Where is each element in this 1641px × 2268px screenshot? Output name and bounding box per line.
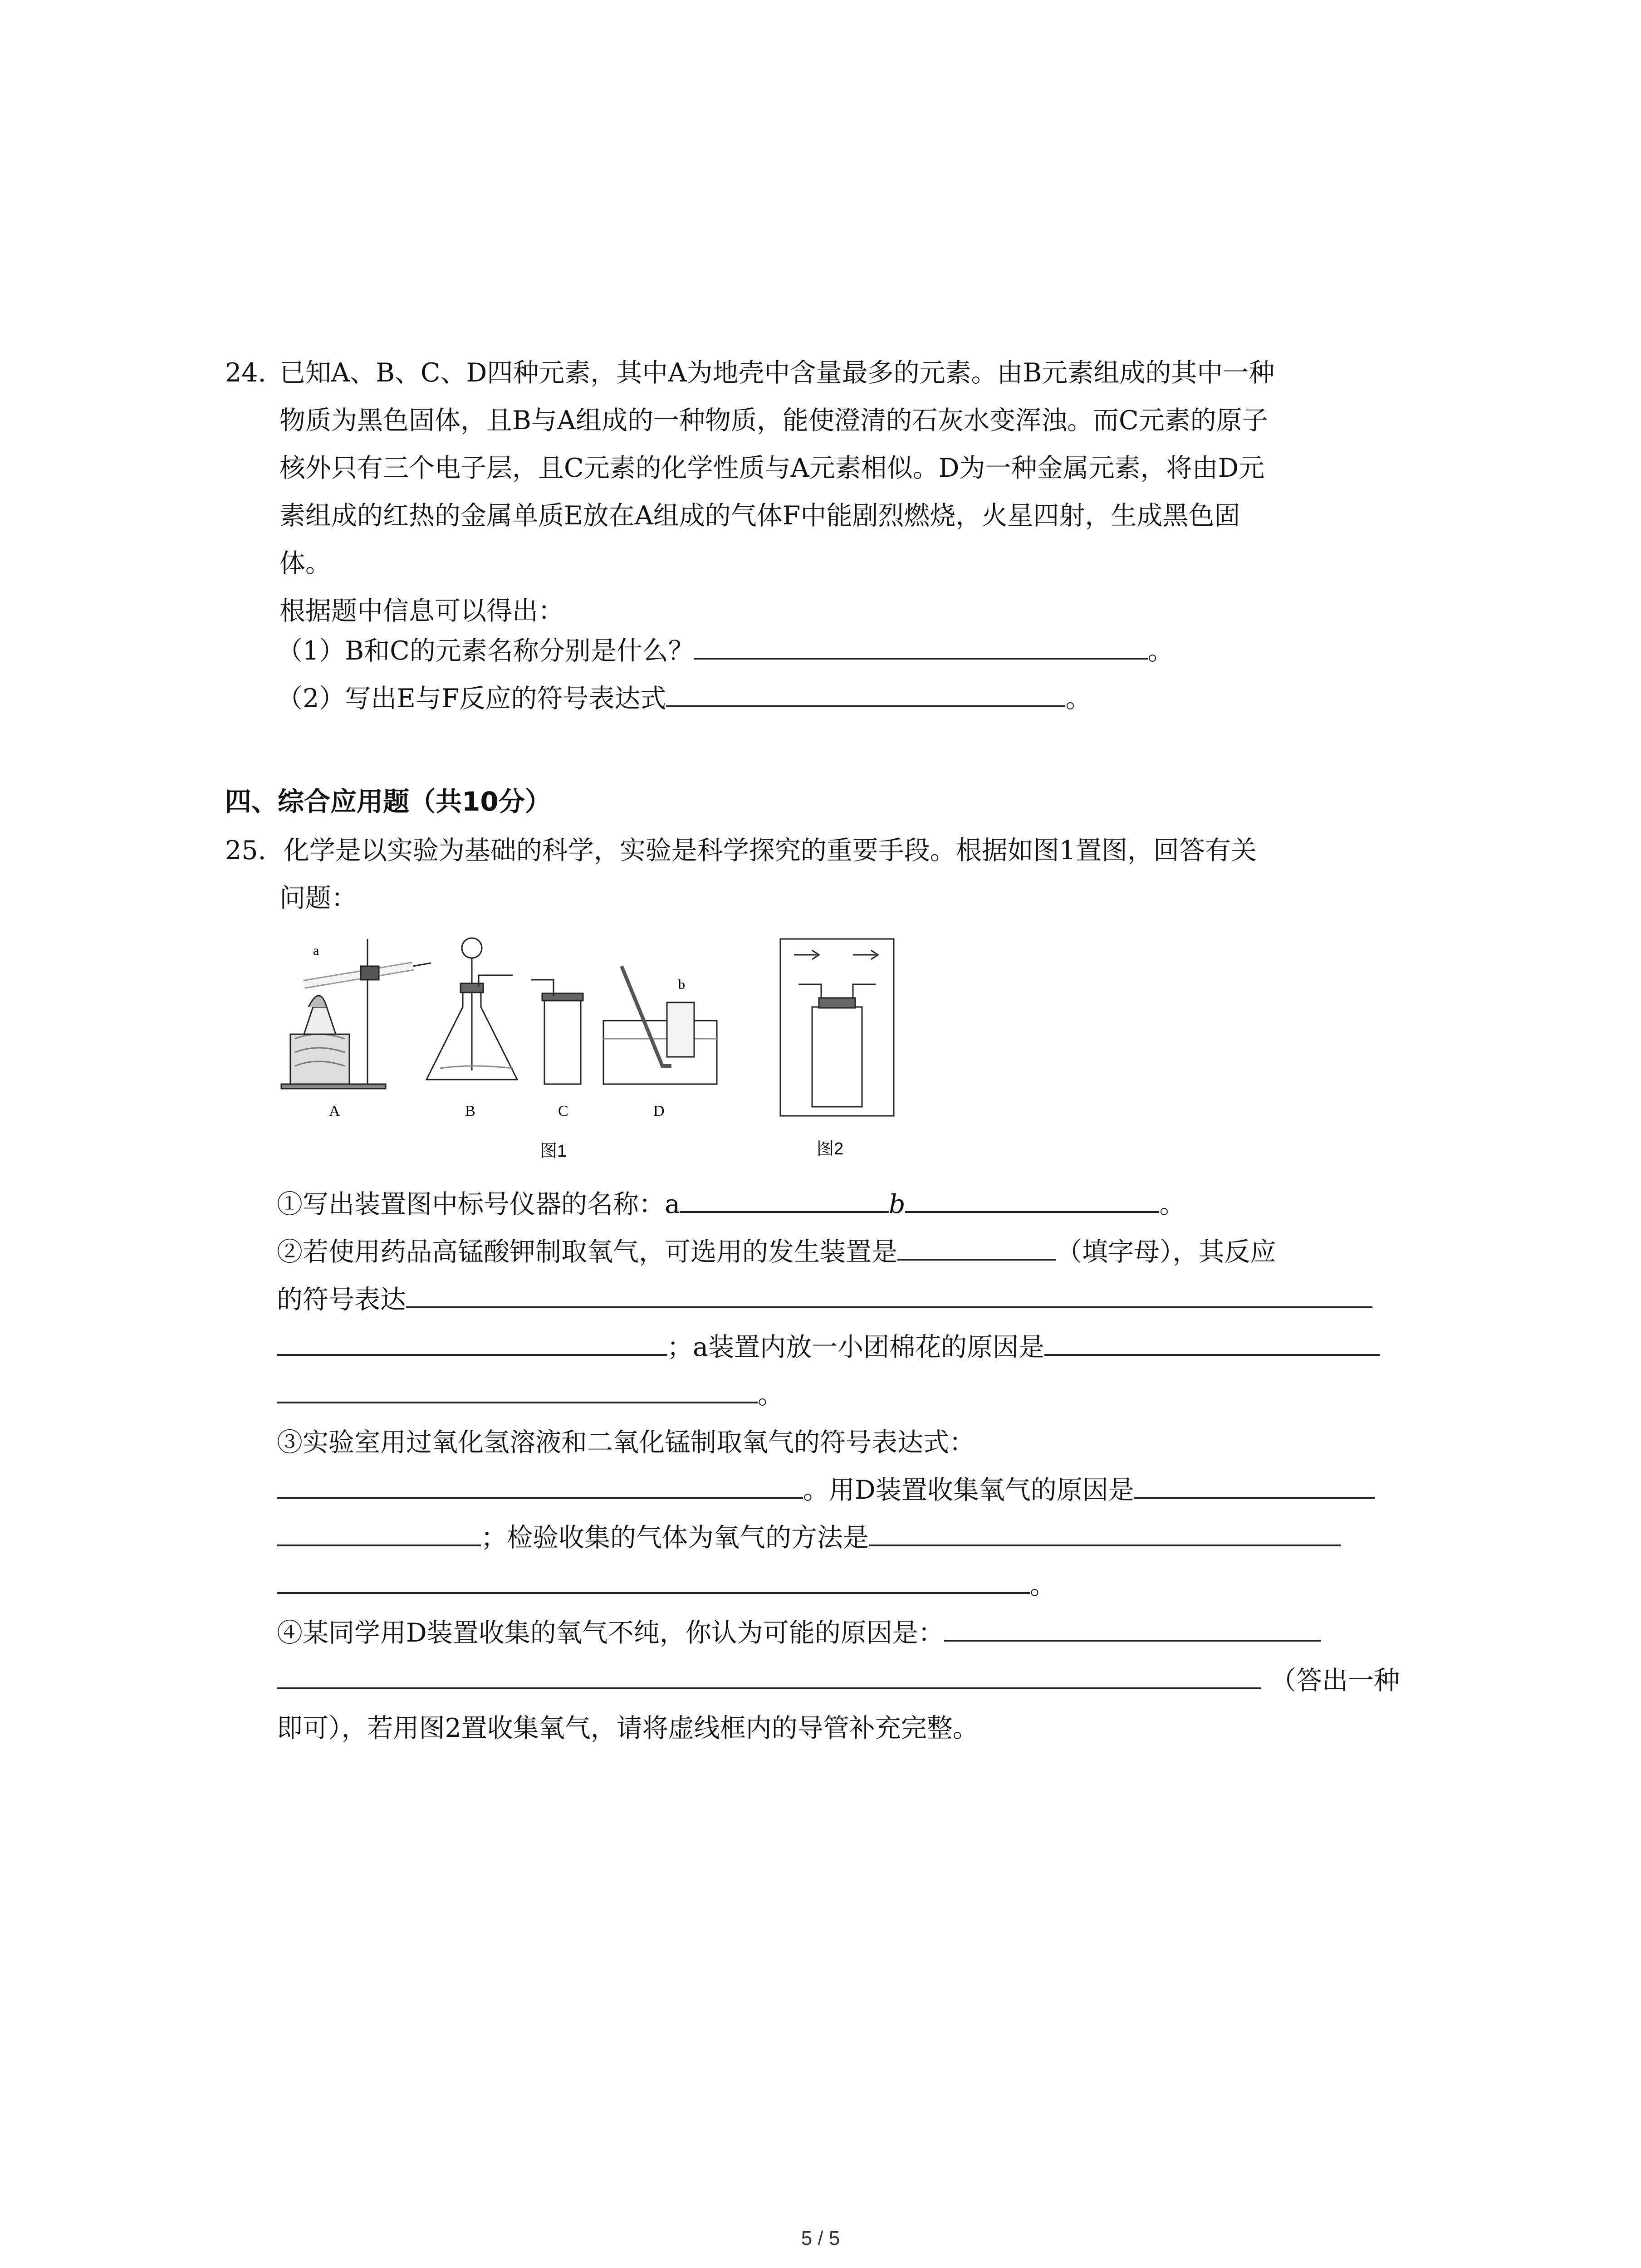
q25-part-3-line-4 [277,1569,1056,1601]
answer-blank[interactable] [1134,1474,1375,1499]
part2-suffix: （填字母），其反应 [1056,1237,1276,1267]
part2-line2-text: 的符号表达 [277,1285,406,1315]
answer-blank[interactable] [277,1569,1030,1594]
label-C: C [558,1103,568,1119]
q24-line-2: 物质为黑色固体，且B与A组成的一种物质，能使澄清的石灰水变浑浊。而C元素的原子 [279,406,1268,435]
q25-part-2-line-4 [277,1379,784,1411]
period: 。 [1030,1570,1056,1600]
question-number: 24. [225,358,266,388]
q24-intro: 根据题中信息可以得出： [279,596,564,626]
answer-blank[interactable] [406,1284,1372,1308]
answer-blank[interactable] [897,1236,1056,1261]
part3-line3-text: ；检验收集的气体为氧气的方法是 [481,1523,869,1553]
answer-blank[interactable] [1044,1331,1380,1356]
label-b: b [678,977,685,992]
part3-line2-text: 。用D装置收集氧气的原因是 [803,1475,1134,1505]
q25-part-4-line-1 [277,1617,1321,1649]
part2-line3-text: ；a装置内放一小团棉花的原因是 [667,1332,1044,1362]
q25-part-3-line-1: ③实验室用过氧化氢溶液和二氧化锰制取氧气的符号表达式： [277,1427,975,1457]
answer-blank[interactable] [277,1474,803,1499]
answer-blank-b[interactable] [905,1188,1159,1213]
q25-part-2-line-2 [277,1284,1372,1315]
answer-blank[interactable] [694,635,1148,660]
q25-line-1 [225,835,1257,866]
q25-part-2-line-3 [277,1331,1380,1363]
label-a: a [313,943,319,958]
q25-part-2-line-1 [277,1236,1276,1268]
part1-text: ①写出装置图中标号仪器的名称：a [277,1189,680,1219]
period: 。 [1065,684,1092,714]
part2-text: ②若使用药品高锰酸钾制取氧气，可选用的发生装置是 [277,1237,897,1267]
answer-blank-a[interactable] [680,1188,889,1213]
fig2-caption: 图2 [817,1139,844,1158]
q24-line-4: 素组成的红热的金属单质E放在A组成的气体F中能剧烈燃烧，火星四射，生成黑色固 [279,501,1240,531]
period: 。 [1159,1189,1185,1219]
apparatus-figure [277,930,921,1175]
answer-blank[interactable] [666,683,1065,707]
apparatus-fig2 [780,939,894,1116]
apparatus-a [281,939,431,1089]
q24-sub2-text: （2）写出E与F反应的符号表达式 [277,684,666,714]
q24-line-1: 已知A、B、C、D四种元素，其中A为地壳中含量最多的元素。由B元素组成的其中一种 [279,358,1275,388]
label-D: D [653,1103,665,1119]
period: 。 [1147,636,1174,666]
apparatus-c [531,980,583,1084]
answer-blank[interactable] [944,1617,1321,1642]
part4-line2-text: （答出一种 [1270,1666,1400,1696]
q25-part-4-line-3: 即可），若用图2置收集氧气，请将虚线框内的导管补充完整。 [277,1713,979,1743]
q24-sub2 [277,683,1091,714]
q24-sub1 [277,635,1174,667]
q25-part-3-line-3 [277,1522,1341,1554]
q24-line-5: 体。 [279,548,331,578]
apparatus-b [426,938,517,1080]
apparatus-d [603,966,717,1084]
question-number: 25. [225,836,266,865]
section-title: 四、综合应用题（共10分） [225,786,551,817]
answer-blank[interactable] [277,1379,758,1403]
period: 。 [758,1380,784,1410]
q25-part-4-line-2 [277,1665,1400,1696]
q25-line-2: 问题： [279,883,357,913]
q24-sub1-text: （1）B和C的元素名称分别是什么？ [277,636,694,666]
q25-part-3-line-2 [277,1474,1375,1506]
q25-part-1 [277,1188,1185,1220]
answer-blank[interactable] [869,1522,1341,1546]
label-B: B [465,1103,475,1119]
answer-blank[interactable] [277,1522,481,1546]
answer-blank[interactable] [277,1665,1261,1689]
label-A: A [329,1103,340,1119]
q24-line-3: 核外只有三个电子层，且C元素的化学性质与A元素相似。D为一种金属元素，将由D元 [279,453,1265,483]
part4-text: ④某同学用D装置收集的氧气不纯，你认为可能的原因是： [277,1618,944,1648]
answer-blank[interactable] [277,1331,667,1356]
page-number: 5 / 5 [801,2227,840,2249]
q25-text: 化学是以实验为基础的科学，实验是科学探究的重要手段。根据如图1置图，回答有关 [283,836,1257,865]
label-b-text: b [888,1189,906,1219]
fig1-caption: 图1 [540,1142,567,1161]
